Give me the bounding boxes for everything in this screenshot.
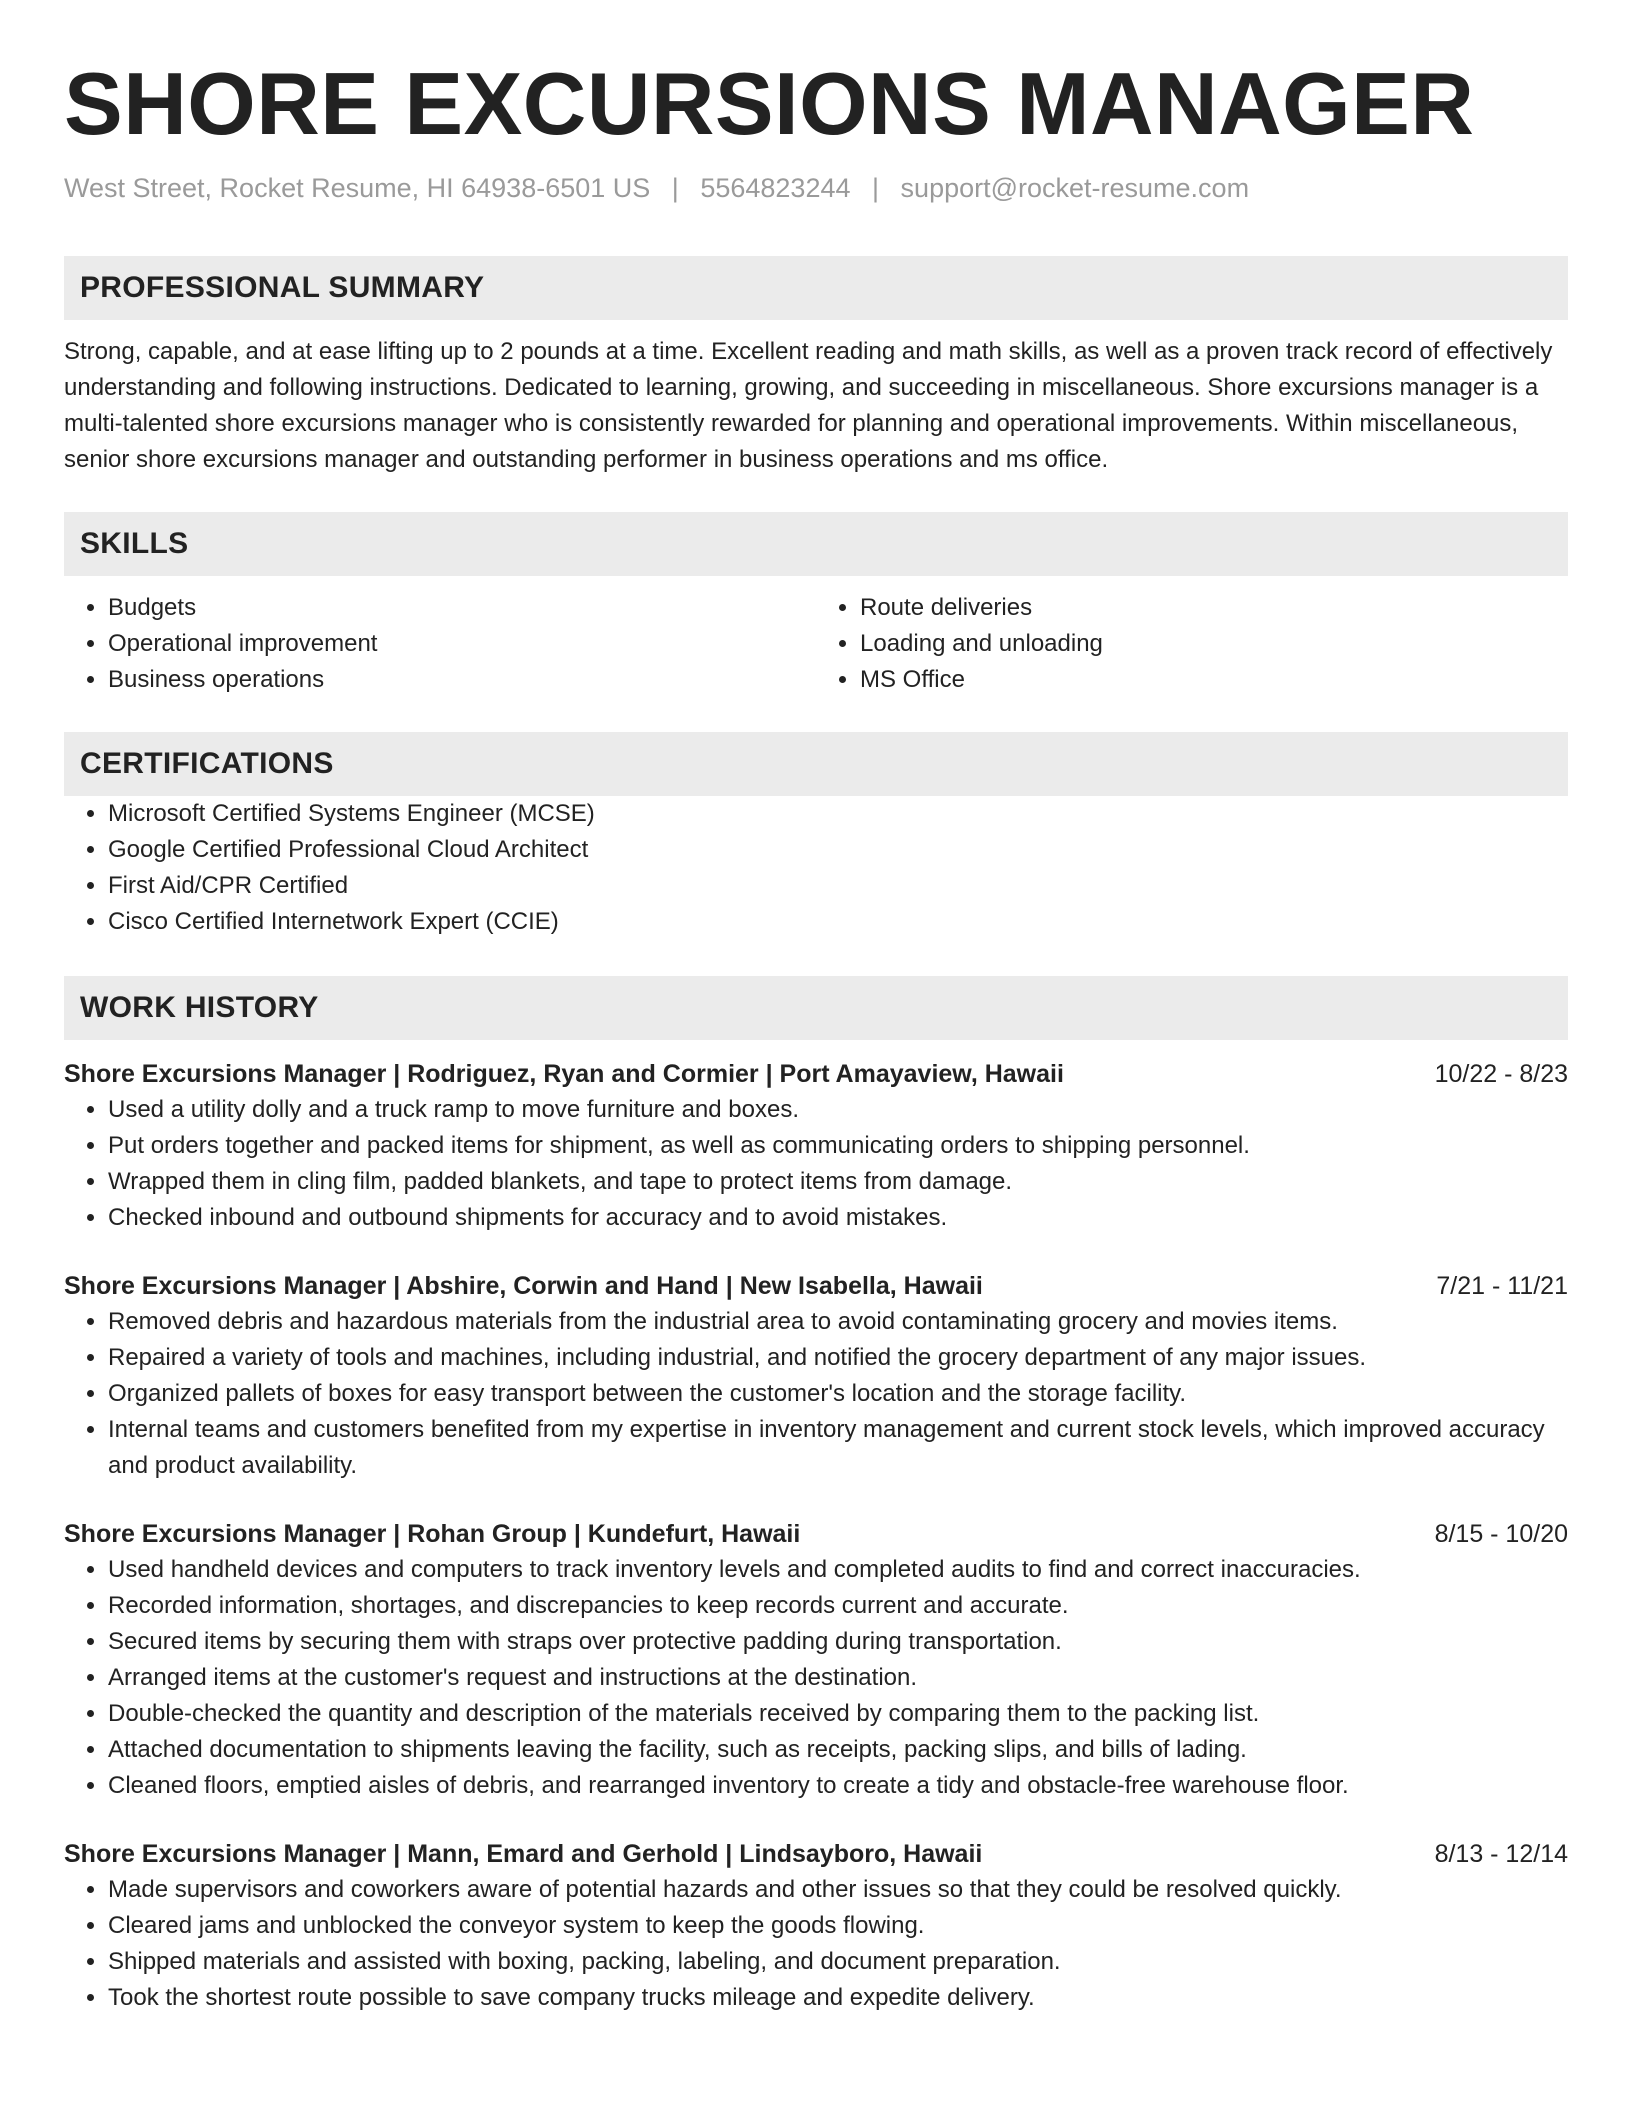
job-bullets [64, 1092, 1568, 1236]
contact-separator: | [671, 173, 679, 203]
job-header [64, 1516, 1568, 1552]
page-title: SHORE EXCURSIONS MANAGER [64, 54, 1475, 153]
job-bullet: • Put orders together and packed items for shipment, as well as communicating orders to shipping personnel. [108, 1128, 1568, 1164]
job-bullet: • Secured items by securing them with straps over protective padding during transportation. [108, 1624, 1568, 1660]
job-bullets [64, 1872, 1568, 2016]
summary-heading: PROFESSIONAL SUMMARY [64, 256, 1568, 320]
certification-item: • Google Certified Professional Cloud Architect [108, 832, 1568, 868]
job-dates: 7/21 - 11/21 [1436, 1272, 1568, 1300]
certifications-list [64, 796, 1568, 940]
job-title: Shore Excursions Manager | Rohan Group | Kundefurt, Hawaii [64, 1520, 801, 1548]
job-header [64, 1056, 1568, 1092]
job-bullet: • Internal teams and customers benefited from my expertise in inventory management and current stock levels, which improved accuracy and product availability. [108, 1412, 1568, 1484]
job-bullet: • Checked inbound and outbound shipments for accuracy and to avoid mistakes. [108, 1200, 1568, 1236]
job-header [64, 1268, 1568, 1304]
certification-item: • Cisco Certified Internetwork Expert (CCIE) [108, 904, 1568, 940]
contact-phone: 5564823244 [700, 173, 851, 203]
work-history-section [64, 976, 1568, 2016]
skills-list-left [64, 590, 816, 698]
skill-item: • Budgets [108, 590, 816, 626]
skill-item: • Business operations [108, 662, 816, 698]
job-bullet: • Arranged items at the customer's request and instructions at the destination. [108, 1660, 1568, 1696]
skills-grid [64, 590, 1568, 698]
skills-heading: SKILLS [64, 512, 1568, 576]
skill-item: • Operational improvement [108, 626, 816, 662]
job-dates: 10/22 - 8/23 [1434, 1060, 1568, 1088]
job-bullet: • Cleared jams and unblocked the conveyor system to keep the goods flowing. [108, 1908, 1568, 1944]
job-dates: 8/15 - 10/20 [1434, 1520, 1568, 1548]
skills-list-right [816, 590, 1568, 698]
job-title: Shore Excursions Manager | Mann, Emard and Gerhold | Lindsayboro, Hawaii [64, 1840, 983, 1868]
job-bullet: • Used a utility dolly and a truck ramp to move furniture and boxes. [108, 1092, 1568, 1128]
job-bullet: • Recorded information, shortages, and discrepancies to keep records current and accurate. [108, 1588, 1568, 1624]
job-bullet: • Cleaned floors, emptied aisles of debris, and rearranged inventory to create a tidy and obstacle-free warehouse floor. [108, 1768, 1568, 1804]
skill-item: • MS Office [860, 662, 1568, 698]
job-bullet: • Organized pallets of boxes for easy transport between the customer's location and the storage facility. [108, 1376, 1568, 1412]
job-bullet: • Shipped materials and assisted with boxing, packing, labeling, and document preparation. [108, 1944, 1568, 1980]
certification-item: • Microsoft Certified Systems Engineer (MCSE) [108, 796, 1568, 832]
summary-text: Strong, capable, and at ease lifting up to 2 pounds at a time. Excellent reading and math skills, as well as a proven track record of effectively understanding and following instructions. Dedicated to learning, growing, and succeeding in miscellaneous. Shore excursions manager is a multi-talented shore excursions manager who is consistently rewarded for planning and operational improvements. Within miscellaneous, senior shore excursions manager and outstanding performer in business operations and ms office. [64, 338, 1553, 473]
job-bullet: • Repaired a variety of tools and machines, including industrial, and notified the grocery department of any major issues. [108, 1340, 1568, 1376]
certification-item: • First Aid/CPR Certified [108, 868, 1568, 904]
contact-email: support@rocket-resume.com [900, 173, 1250, 203]
skills-section [64, 512, 1568, 698]
work-history-heading: WORK HISTORY [64, 976, 1568, 1040]
skill-item: • Route deliveries [860, 590, 1568, 626]
job-bullets [64, 1552, 1568, 1804]
job-bullet: • Used handheld devices and computers to track inventory levels and completed audits to find and correct inaccuracies. [108, 1552, 1568, 1588]
contact-separator: | [872, 173, 880, 203]
skill-item: • Loading and unloading [860, 626, 1568, 662]
job-bullet: • Attached documentation to shipments leaving the facility, such as receipts, packing slips, and bills of lading. [108, 1732, 1568, 1768]
contact-line [64, 170, 1568, 206]
job-bullet: • Removed debris and hazardous materials from the industrial area to avoid contaminating grocery and movies items. [108, 1304, 1568, 1340]
job-bullets [64, 1304, 1568, 1484]
job-bullet: • Took the shortest route possible to save company trucks mileage and expedite delivery. [108, 1980, 1568, 2016]
certifications-heading: CERTIFICATIONS [64, 732, 1568, 796]
certifications-section [64, 732, 1568, 940]
contact-address: West Street, Rocket Resume, HI 64938-6501 US [64, 173, 651, 203]
job-bullet: • Made supervisors and coworkers aware of potential hazards and other issues so that they could be resolved quickly. [108, 1872, 1568, 1908]
job-title: Shore Excursions Manager | Abshire, Corwin and Hand | New Isabella, Hawaii [64, 1272, 983, 1300]
job-dates: 8/13 - 12/14 [1434, 1840, 1568, 1868]
job-title: Shore Excursions Manager | Rodriguez, Ryan and Cormier | Port Amayaview, Hawaii [64, 1060, 1064, 1088]
job-bullet: • Double-checked the quantity and description of the materials received by comparing them to the packing list. [108, 1696, 1568, 1732]
job-bullet: • Wrapped them in cling film, padded blankets, and tape to protect items from damage. [108, 1164, 1568, 1200]
job-header [64, 1836, 1568, 1872]
summary-section [64, 256, 1568, 478]
